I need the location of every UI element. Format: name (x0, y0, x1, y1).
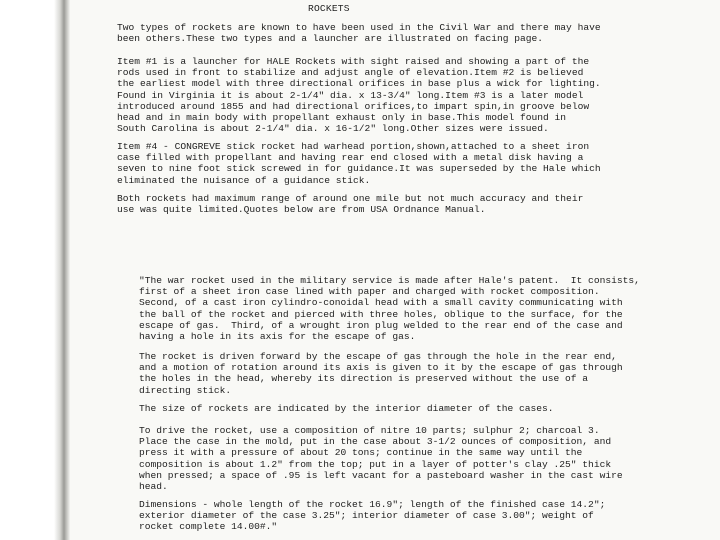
intro-paragraph-3: Item #4 - CONGREVE stick rocket had warhead portion,shown,attached to a sheet iron case filled with propellant and having rear end closed with a metal disk having a seven to nine foot stick screwed in for guidance.It was superseded by the Hale which eliminated the nuisance of a guidance stick. (117, 141, 601, 186)
quote-paragraph-2: The rocket is driven forward by the escape of gas through the hole in the rear end, and a motion of rotation around its axis is given to it by the escape of gas through the holes in the head, whereby its direction is preserved without the use of a directing stick. (139, 351, 623, 396)
page-title: ROCKETS (308, 3, 350, 14)
intro-paragraph-2: Item #1 is a launcher for HALE Rockets with sight raised and showing a part of the rods used in front to stabilize and adjust angle of elevation.Item #2 is believed the earliest model with three directional orifices in base plus a wick for lighting. Found in Virginia it is about 2-1/4" dia. x 13-3/4" long.Item #3 is a later model introduced around 1855 and had directional orifices,to impart spin,in groove below head and in main body with propellant exhaust only in base.This model found in South Carolina is about 2-1/4" dia. x 16-1/2" long.Other sizes were issued. (117, 56, 601, 135)
intro-paragraph-4: Both rockets had maximum range of around one mile but not much accuracy and their use was quite limited.Quotes below are from USA Ordnance Manual. (117, 193, 584, 216)
quote-paragraph-4: To drive the rocket, use a composition of nitre 10 parts; sulphur 2; charcoal 3. Place the case in the mold, put in the case about 3-1/2 ounces of composition, and press it with a pressure of about 20 tons; continue in the same way until the composition is about 1.2" from the top; put in a layer of potter's clay .25" thick when pressed; a space of .95 is left vacant for a pasteboard washer in the cast wire head. (139, 425, 623, 493)
quote-paragraph-5: Dimensions - whole length of the rocket 16.9"; length of the finished case 14.2"; exterior diameter of the case 3.25"; interior diameter of case 3.00"; weight of rocket complete 14.00#." (139, 499, 606, 533)
quote-paragraph-1: "The war rocket used in the military service is made after Hale's patent. It consists, first of a sheet iron case lined with paper and charged with rocket composition. Second, of a cast iron cylindro-conoidal head with a small cavity communicating with the ball of the rocket and pierced with three holes, oblique to the surface, for the escape of gas. Third, of a wrought iron plug welded to the rear end of the case and having a hole in its axis for the escape of gas. (139, 275, 640, 343)
page-binding-edge (0, 0, 70, 540)
quote-paragraph-3: The size of rockets are indicated by the interior diameter of the cases. (139, 403, 554, 414)
intro-paragraph-1: Two types of rockets are known to have been used in the Civil War and there may have been others.These two types and a launcher are illustrated on facing page. (117, 22, 601, 45)
